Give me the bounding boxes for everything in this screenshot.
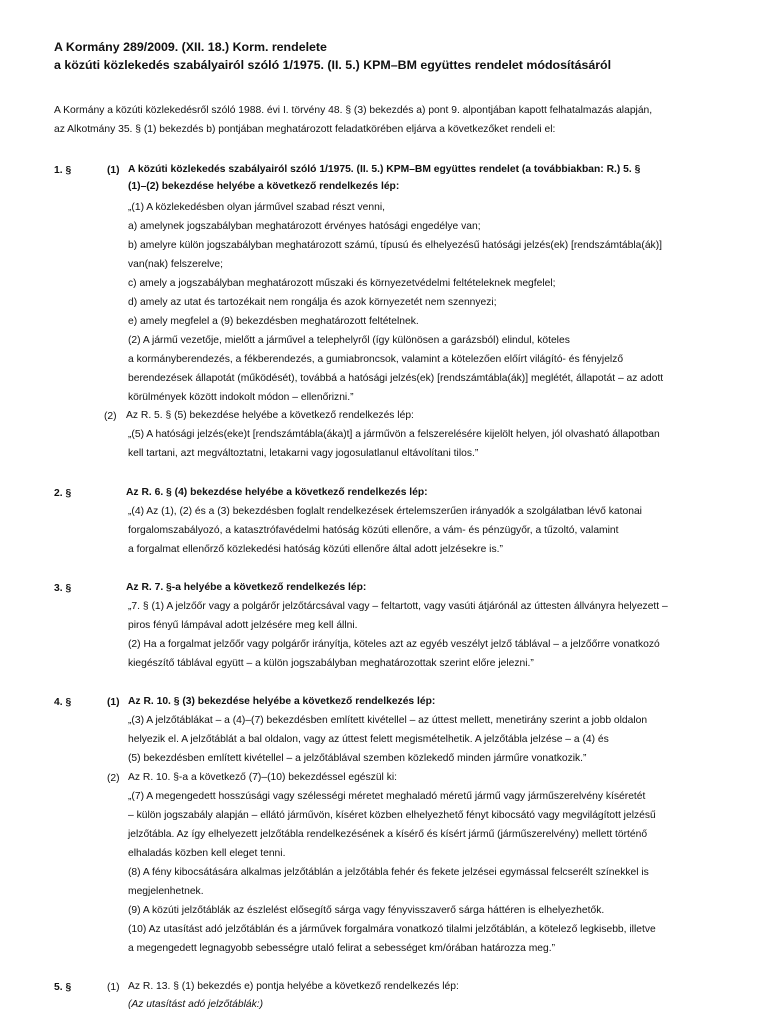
section-1-text-line: d) amely az utat és tartozékait nem rongálja és azok környezetét nem szennyezi; [128,297,497,308]
section-1-text-line: c) amely a jogszabályban meghatározott műszaki és környezetvédelmi feltételeknek megfelel; [128,278,556,289]
section-4-para-2-text-line: jelzőtábla. Az így elhelyezett jelzőtábla rendelkezésének a kísérő és kísért jármű (járműszerelvény) mellett történő [128,829,648,840]
section-2-heading: Az R. 6. § (4) bekezdése helyébe a következő rendelkezés lép: [126,487,428,498]
section-5-para-1-marker: (1) [107,982,120,993]
section-1-text-line: van(nak) felszerelve; [128,259,223,270]
section-3-text-line: (2) Ha a forgalmat jelzőőr vagy polgárőr irányítja, köteles azt az egyéb veszélyt jelző táblával – a jelzőőrre vonatkozó [128,639,660,650]
document-title-line-1: A Kormány 289/2009. (XII. 18.) Korm. rendelete [54,40,327,54]
section-2-text-line: forgalomszabályozó, a katasztrófavédelmi hatóság közúti ellenőre, a vám- és pénzügyőr, a tűzoltó, valamint [128,525,619,536]
section-1-text-line: b) amelyre külön jogszabályban meghatározott számú, típusú és elhelyezésű hatósági jelzés(ek) [rendszámtábla(ák)] [128,240,662,251]
section-1-text-line: berendezések állapotát (működését), továbbá a hatósági jelzés(ek) [rendszámtábla(ák)] meglétét, állapotát – az adott [128,373,664,384]
section-3-text-line: „7. § (1) A jelzőőr vagy a polgárőr jelzőtárcsával vagy – feltartott, vagy vasúti átjárónál az úttesten állványra helyezett – [128,601,668,612]
section-2-text-line: a forgalmat ellenőrző közlekedési hatóság közúti ellenőre által adott jelzésekre is.” [128,544,503,555]
section-4-text-line: helyezik el. A jelzőtáblát a bal oldalon, vagy az úttest felett megismételhetik. A jelzőtábla jelzése – a (4) és [128,734,609,745]
section-4-para-2-text-line: elhaladás közben kell eleget tenni. [128,848,286,859]
section-4-para-2-heading: Az R. 10. §-a a következő (7)–(10) bekezdéssel egészül ki: [128,772,397,783]
section-1-text-line: „(1) A közlekedésben olyan járművel szabad részt venni, [128,202,385,213]
section-4-text-line: „(3) A jelzőtáblákat – a (4)–(7) bekezdésben említett kivétellel – az úttest mellett, menetirány szerint a jobb oldalon [128,715,648,726]
section-1-para-1-marker: (1) [107,165,120,176]
intro-line-2: az Alkotmány 35. § (1) bekezdés b) pontjában meghatározott feladatkörében eljárva a következőket rendeli el: [54,124,556,135]
section-2-number: 2. § [54,488,72,499]
section-1-text-line: e) amely megfelel a (9) bekezdésben meghatározott feltételnek. [128,316,419,327]
section-5-para-1-heading: Az R. 13. § (1) bekezdés e) pontja helyébe a következő rendelkezés lép: [128,981,459,992]
section-4-para-1-marker: (1) [107,697,120,708]
section-4-para-2-text-line: megjelenhetnek. [128,886,204,897]
section-3-text-line: kiegészítő táblával együtt – a külön jogszabályban meghatározottak szerint előre jelezni.” [128,658,534,669]
intro-line-1: A Kormány a közúti közlekedésről szóló 1988. évi I. törvény 48. § (3) bekezdés a) pont 9. alpontjában kapott felhatalmazás alapján, [54,105,653,116]
section-3-number: 3. § [54,583,72,594]
section-1-para-2-text-line: „(5) A hatósági jelzés(eke)t [rendszámtábla(áka)t] a járművön a felszerelésére kijelölt helyen, jól olvasható állapotban [128,429,660,440]
section-5-number: 5. § [54,982,72,993]
section-4-para-2-text-line: (8) A fény kibocsátására alkalmas jelzőtáblán a jelzőtábla fehér és fekete jelzései egymással felcserélt színekkel is [128,867,649,878]
document-title-line-2: a közúti közlekedés szabályairól szóló 1/1975. (II. 5.) KPM–BM együttes rendelet módosításáról [54,58,612,72]
section-4-para-2-text-line: „(7) A megengedett hosszúsági vagy szélességi méretet meghaladó méretű jármű vagy járműszerelvény kíséretét [128,791,646,802]
section-1-para-2-heading: Az R. 5. § (5) bekezdése helyébe a következő rendelkezés lép: [126,410,414,421]
section-3-heading: Az R. 7. §-a helyébe a következő rendelkezés lép: [126,582,367,593]
section-1-text-line: a kormányberendezés, a fékberendezés, a gumiabroncsok, valamint a kötelezően előírt világító- és fényjelző [128,354,624,365]
section-1-number: 1. § [54,165,72,176]
section-1-text-line: a) amelynek jogszabályban meghatározott érvényes hatósági engedélye van; [128,221,481,232]
section-4-text-line: (5) bekezdésben említett kivétellel – a jelzőtáblával szemben közlekedő minden járműre vonatkozik.” [128,753,587,764]
section-4-para-2-text-line: (9) A közúti jelzőtáblák az észlelést elősegítő sárga vagy fényvisszaverő sárga háttéren is elhelyezhetők. [128,905,605,916]
section-3-text-line: piros fényű lámpával adott jelzésére meg kell állni. [128,620,358,631]
section-1-para-2-text-line: kell tartani, azt megváltoztatni, letakarni vagy jogosulatlanul eltávolítani tilos.” [128,448,479,459]
section-4-number: 4. § [54,697,72,708]
section-4-para-2-marker: (2) [107,773,120,784]
section-1-text-line: körülmények között indokolt módon – ellenőrizni.” [128,392,354,403]
section-4-para-2-text-line: a megengedett legnagyobb sebességre utaló felirat a sebességet km/órában határozza meg.” [128,943,556,954]
section-4-para-2-text-line: (10) Az utasítást adó jelzőtáblán és a járművek forgalmára vonatkozó tilalmi jelzőtáblán, a kötelező legkisebb, illetve [128,924,656,935]
section-1-heading-line-1: A közúti közlekedés szabályairól szóló 1/1975. (II. 5.) KPM–BM együttes rendelet (a továbbiakban: R.) 5. § [128,164,641,175]
section-1-text-line: (2) A jármű vezetője, mielőtt a járművel a telephelyről (így különösen a garázsból) elindul, köteles [128,335,570,346]
section-4-para-2-text-line: – külön jogszabály alapján – ellátó járművön, kíséret közben elhelyezhető fényt kibocsátó vagy megvilágított jelzésű [128,810,656,821]
section-2-text-line: „(4) Az (1), (2) és a (3) bekezdésben foglalt rendelkezések értelemszerűen irányadók a szolgálatban lévő katonai [128,506,642,517]
section-1-para-2-marker: (2) [104,411,117,422]
section-5-subheading: (Az utasítást adó jelzőtáblák:) [128,999,264,1010]
section-1-heading-line-2: (1)–(2) bekezdése helyébe a következő rendelkezés lép: [128,181,400,192]
section-4-para-1-heading: Az R. 10. § (3) bekezdése helyébe a következő rendelkezés lép: [128,696,436,707]
